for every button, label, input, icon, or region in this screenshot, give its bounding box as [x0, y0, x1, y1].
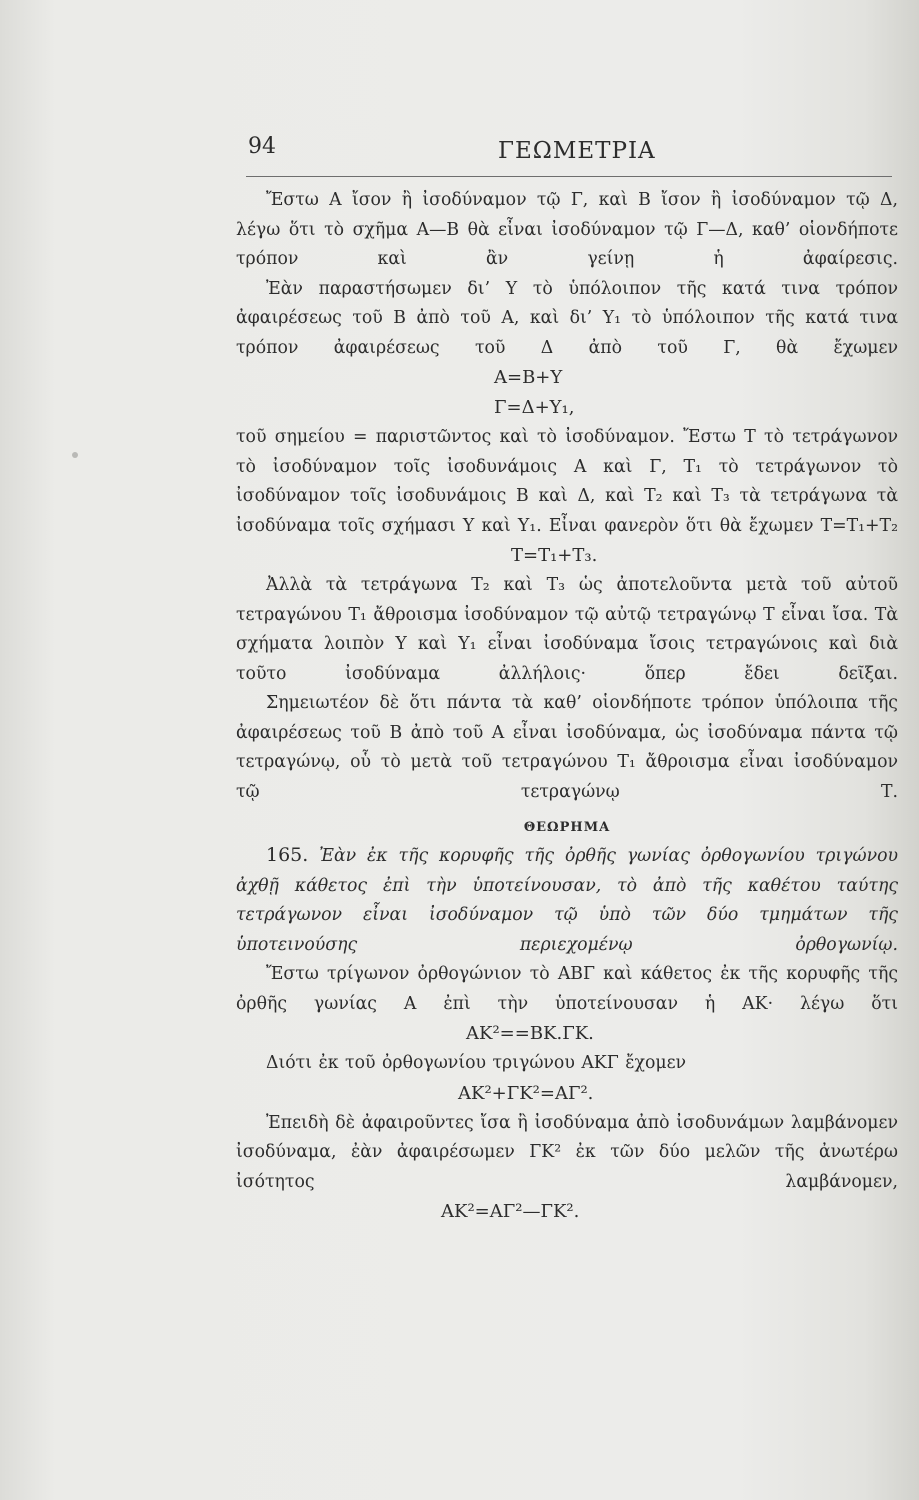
paragraph: Ἔστω Α ἴσον ἢ ἰσοδύναμον τῷ Γ, καὶ Β ἴσον ἢ ἰσοδύναμον τῷ Δ, λέγω ὅτι τὸ σχῆμα Α—Β θὰ εἶναι ἰσοδύναμον τῷ Γ—Δ, καθ’ οἱονδήποτε τρόπον καὶ ἂν γείνῃ ἡ ἀφαίρεσις. [236, 190, 898, 269]
paragraph: Ἐὰν παραστήσωμεν δι’ Υ τὸ ὑπόλοιπον τῆς κατά τινα τρόπον ἀφαιρέσεως τοῦ Β ἀπὸ τοῦ Α, καὶ δι’ Υ₁ τὸ ὑπόλοιπον τῆς κατά τινα τρόπον ἀφαιρέσεως τοῦ Δ ἀπὸ τοῦ Γ, θὰ ἔχωμεν [236, 278, 898, 358]
page-number: 94 [248, 134, 276, 159]
page-header [0, 130, 919, 180]
paragraph: Ἔστω τρίγωνον ὀρθογώνιον τὸ ΑΒΓ καὶ κάθετος ἐκ τῆς κορυφῆς τῆς ὀρθῆς γωνίας Α ἐπὶ τὴν ὑποτείνουσαν ἡ ΑΚ· λέγω ὅτι [236, 964, 898, 1014]
paragraph: Ἀλλὰ τὰ τετράγωνα Τ₂ καὶ Τ₃ ὡς ἀποτελοῦντα μετὰ τοῦ αὐτοῦ τετραγώνου Τ₁ ἄθροισμα ἰσοδύναμον τῷ αὐτῷ τετραγώνῳ Τ εἶναι ἴσα. Τὰ σχήματα λοιπὸν Υ καὶ Υ₁ εἶναι ἰσοδύναμα ἴσοις τετραγώνοις καὶ διὰ τοῦτο ἰσοδύναμα ἀλλήλοις· ὅπερ ἔδει δεῖξαι. [236, 575, 898, 684]
equation: Γ=Δ+Υ₁, [494, 397, 575, 418]
page-body [236, 186, 898, 1227]
theorem-text: Ἐὰν ἐκ τῆς κορυφῆς τῆς ὀρθῆς γωνίας ὀρθογωνίου τριγώνου ἀχθῇ κάθετος ἐπὶ τὴν ὑποτείνουσαν, τὸ ἀπὸ τῆς καθέτου ταύτης τετράγωνον εἶναι ἰσοδύναμον τῷ ὑπὸ τῶν δύο τμημάτων τῆς ὑποτεινούσης περιεχομένῳ ὀρθογωνίῳ. [236, 846, 898, 955]
paragraph: Σημειωτέον δὲ ὅτι πάντα τὰ καθ’ οἱονδήποτε τρόπον ὑπόλοιπα τῆς ἀφαιρέσεως τοῦ Β ἀπὸ τοῦ Α εἶναι ἰσοδύναμα, ὡς ἰσοδύναμα πάντα τῷ τετραγώνῳ, οὗ τὸ μετὰ τοῦ τετραγώνου Τ₁ ἄθροισμα εἶναι ἰσοδύναμον τῷ τετραγώνῳ Τ. [236, 693, 898, 802]
equation: Α=Β+Υ [494, 367, 563, 388]
theorem-statement [236, 841, 898, 960]
margin-speck [72, 452, 78, 458]
equation: ΑΚ²==ΒΚ.ΓΚ. [466, 1023, 594, 1044]
equation: ΑΚ²+ΓΚ²=ΑΓ². [458, 1082, 594, 1104]
paragraph: τοῦ σημείου = παριστῶντος καὶ τὸ ἰσοδύναμον. Ἔστω Τ τὸ τετράγωνον τὸ ἰσοδύναμον τοῖς ἰσοδυνάμοις Α καὶ Γ, Τ₁ τὸ τετράγωνον τὸ ἰσοδύναμον τοῖς ἰσοδυνάμοις Β καὶ Δ, καὶ Τ₂ καὶ Τ₃ τὰ τετράγωνα τὰ ἰσοδύναμα τοῖς σχήμασι Υ καὶ Υ₁. Εἶναι φανερὸν ὅτι θὰ ἔχωμεν Τ=Τ₁+Τ₂ [236, 427, 898, 536]
section-heading: ΘΕΩΡΗΜΑ [523, 820, 611, 835]
paragraph: Ἐπειδὴ δὲ ἀφαιροῦντες ἴσα ἢ ἰσοδύναμα ἀπὸ ἰσοδυνάμων λαμβάνομεν ἰσοδύναμα, ἐὰν ἀφαιρέσωμεν ΓΚ² ἐκ τῶν δύο μελῶν τῆς ἀνωτέρω ἰσότητος λαμβάνομεν, [236, 1112, 898, 1192]
theorem-number: 165. [266, 844, 309, 866]
paragraph: Διότι ἐκ τοῦ ὀρθογωνίου τριγώνου ΑΚΓ ἔχομεν [266, 1053, 687, 1073]
equation: Τ=Τ₁+Τ₃. [511, 545, 598, 566]
header-rule [246, 176, 892, 177]
running-title: ΓΕΩΜΕΤΡΙΑ [498, 138, 656, 164]
equation: ΑΚ²=ΑΓ²—ΓΚ². [441, 1201, 580, 1222]
